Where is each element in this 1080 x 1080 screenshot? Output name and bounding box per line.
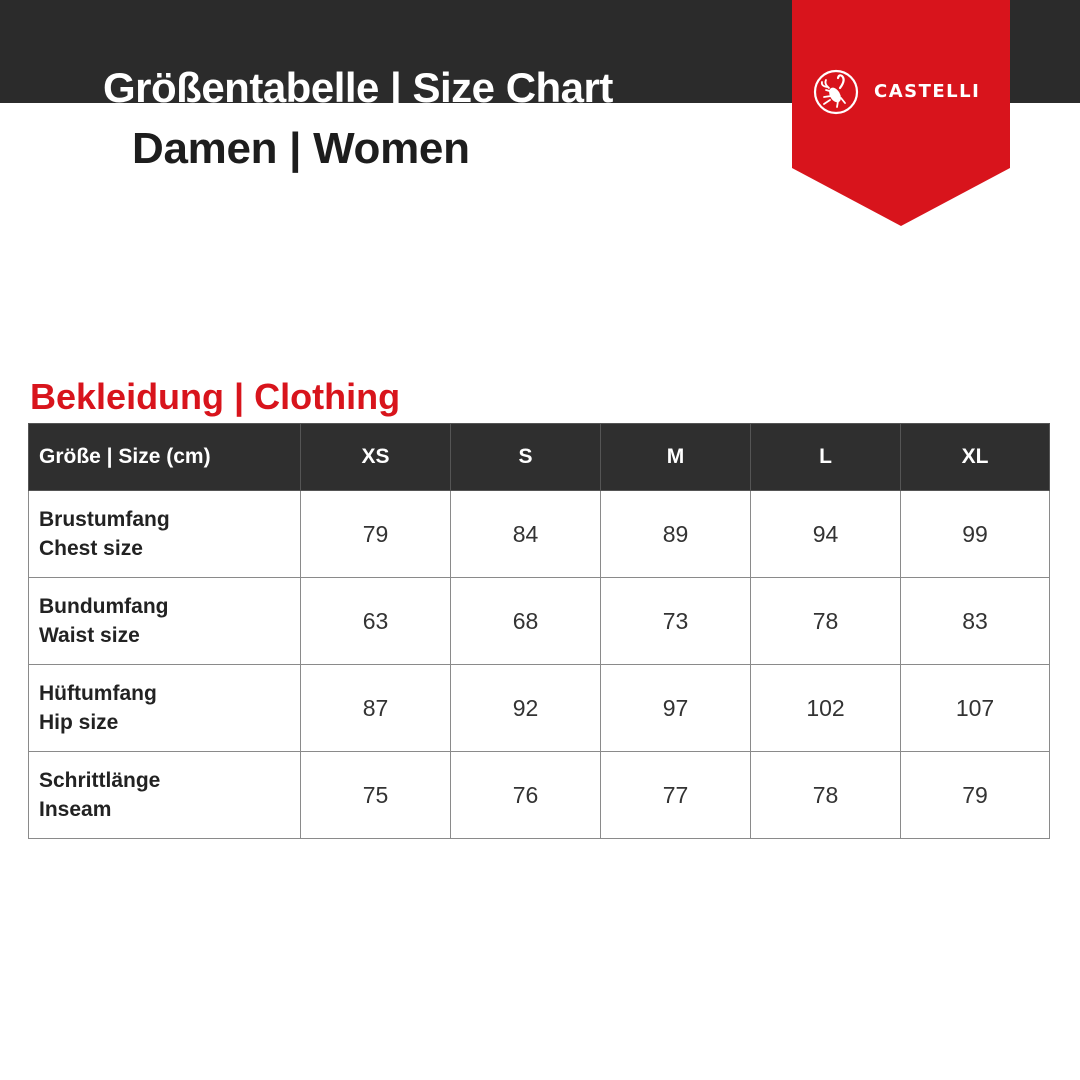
table-cell: 79: [901, 752, 1050, 839]
size-header-xl: XL: [901, 424, 1050, 491]
row-label-de: Schrittlänge: [39, 769, 161, 792]
brand-logo-text: CASTELLI: [874, 81, 981, 102]
size-header-s: S: [451, 424, 601, 491]
table-cell: 94: [751, 491, 901, 578]
table-header-row: [29, 424, 1050, 491]
page-title: Größentabelle | Size Chart: [103, 64, 613, 111]
section-title: Bekleidung | Clothing: [30, 376, 401, 417]
size-header-xs: XS: [301, 424, 451, 491]
size-chart-table: [28, 423, 1050, 839]
table-row: [29, 752, 1050, 839]
table-cell: 89: [601, 491, 751, 578]
table-cell: 102: [751, 665, 901, 752]
table-cell: 78: [751, 578, 901, 665]
size-header-l: L: [751, 424, 901, 491]
row-label-de: Brustumfang: [39, 508, 170, 531]
table-row: [29, 578, 1050, 665]
row-label-en: Waist size: [39, 624, 140, 647]
row-label-hip: [29, 665, 301, 752]
row-label-en: Hip size: [39, 711, 119, 734]
table-cell: 83: [901, 578, 1050, 665]
table-cell: 73: [601, 578, 751, 665]
table-cell: 107: [901, 665, 1050, 752]
scorpion-icon: [812, 68, 860, 116]
size-column-header: Größe | Size (cm): [29, 424, 301, 491]
row-label-en: Inseam: [39, 798, 112, 821]
table-cell: 77: [601, 752, 751, 839]
table-cell: 92: [451, 665, 601, 752]
row-label-en: Chest size: [39, 537, 143, 560]
row-label-chest: [29, 491, 301, 578]
table-cell: 68: [451, 578, 601, 665]
table-cell: 84: [451, 491, 601, 578]
table-cell: 75: [301, 752, 451, 839]
table-cell: 87: [301, 665, 451, 752]
page-subtitle: Damen | Women: [132, 124, 470, 173]
table-cell: 79: [301, 491, 451, 578]
row-label-de: Hüftumfang: [39, 682, 157, 705]
table-row: [29, 665, 1050, 752]
table-cell: 99: [901, 491, 1050, 578]
table-cell: 78: [751, 752, 901, 839]
table-cell: 63: [301, 578, 451, 665]
table-cell: 97: [601, 665, 751, 752]
table-row: [29, 491, 1050, 578]
table-cell: 76: [451, 752, 601, 839]
row-label-waist: [29, 578, 301, 665]
brand-logo-banner: [792, 0, 1010, 226]
row-label-de: Bundumfang: [39, 595, 169, 618]
size-header-m: M: [601, 424, 751, 491]
row-label-inseam: [29, 752, 301, 839]
